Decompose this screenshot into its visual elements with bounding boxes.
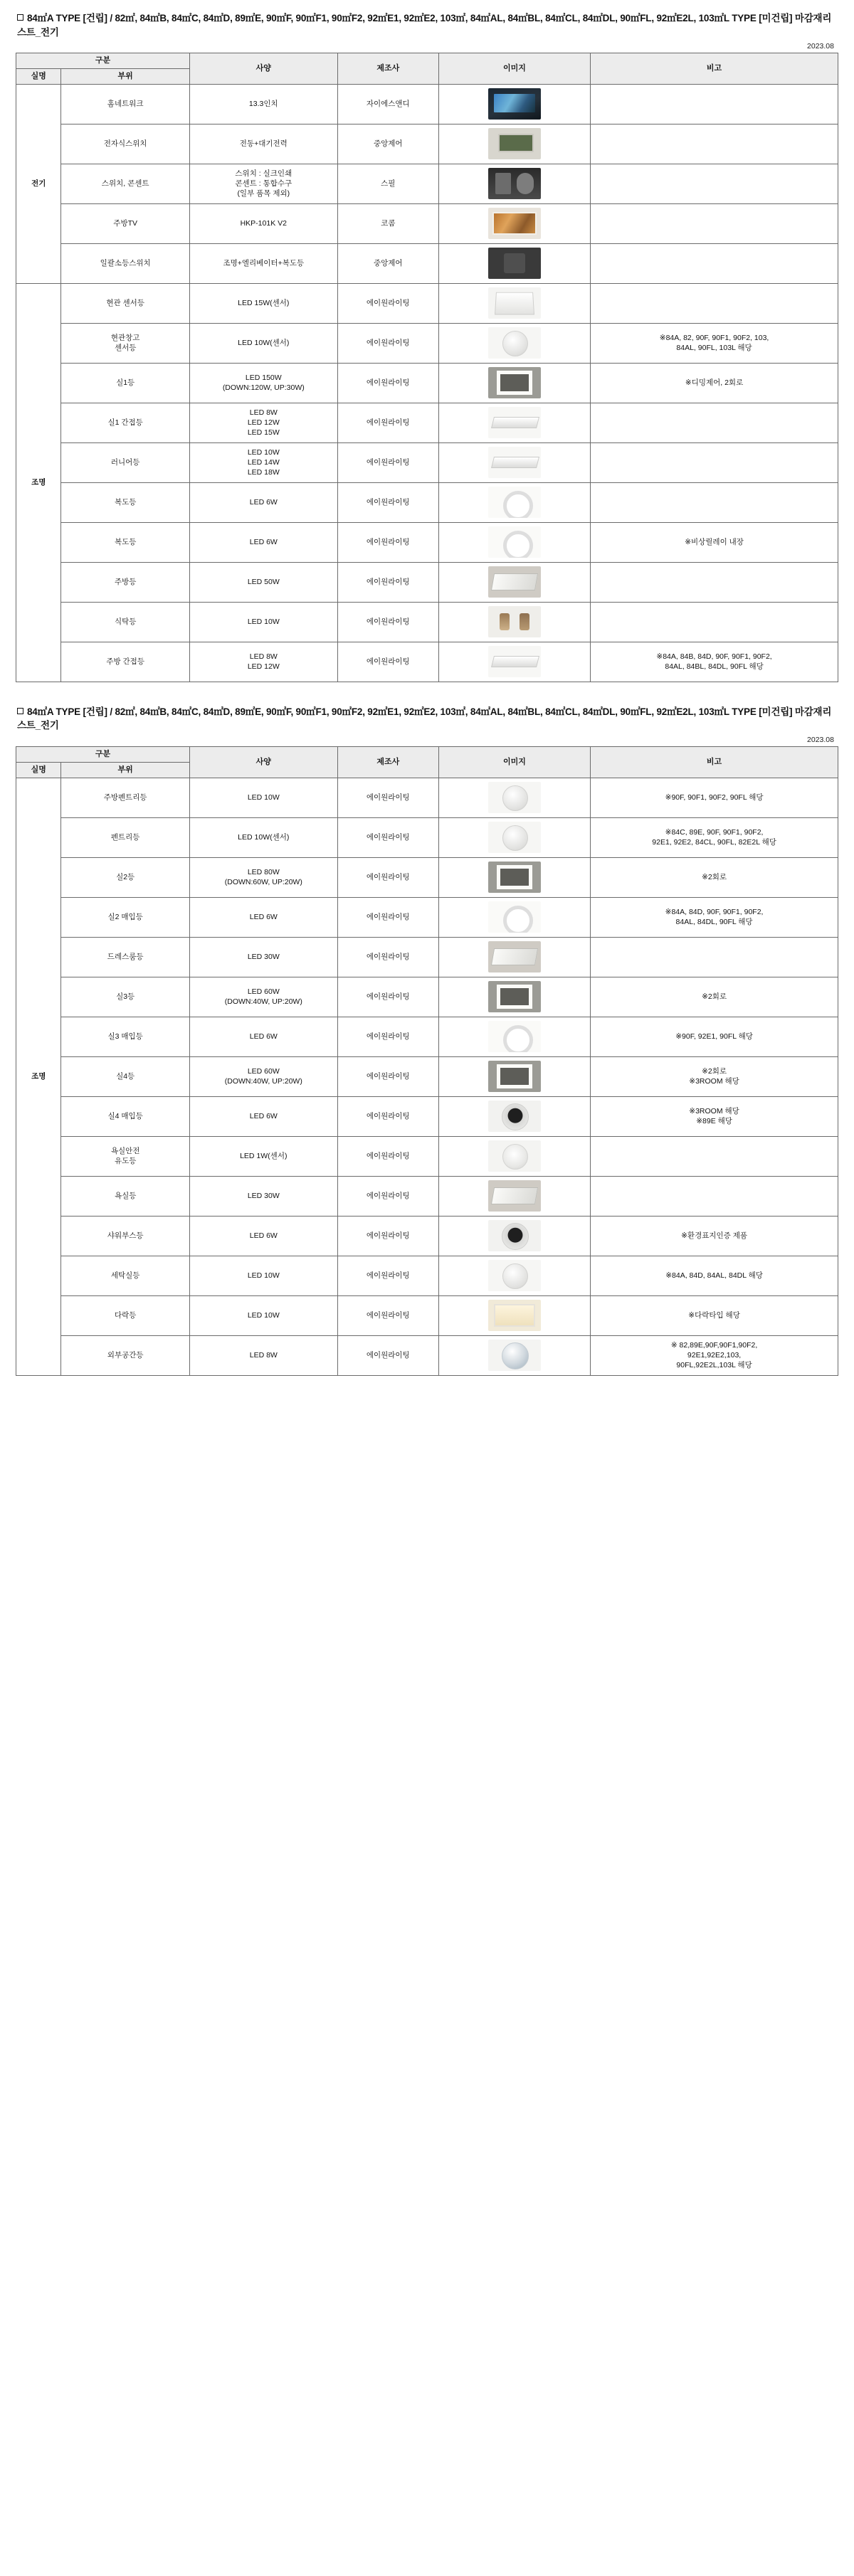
product-thumbnail xyxy=(488,1340,541,1371)
spec-cell: LED 30W xyxy=(189,1176,337,1216)
table-row xyxy=(16,1295,838,1335)
part-cell: 욕실안전 유도등 xyxy=(61,1136,189,1176)
product-thumbnail xyxy=(488,287,541,319)
table-row xyxy=(16,937,838,977)
note-cell: ※디밍제어, 2회로 xyxy=(591,363,838,403)
product-thumbnail xyxy=(488,822,541,853)
note-cell: ※84A, 82, 90F, 90F1, 90F2, 103, 84AL, 90FL, 103L 해당 xyxy=(591,323,838,363)
table-row xyxy=(16,363,838,403)
image-cell xyxy=(438,124,590,164)
image-cell xyxy=(438,857,590,897)
note-cell xyxy=(591,1176,838,1216)
table-row xyxy=(16,1056,838,1096)
image-cell xyxy=(438,937,590,977)
product-thumbnail xyxy=(488,327,541,359)
spec-cell: 13.3인치 xyxy=(189,84,337,124)
part-cell: 주방등 xyxy=(61,562,189,602)
part-cell: 샤워부스등 xyxy=(61,1216,189,1256)
maker-cell: 스필 xyxy=(337,164,438,203)
part-cell: 실2등 xyxy=(61,857,189,897)
part-cell: 스위치, 콘센트 xyxy=(61,164,189,203)
spec-cell: LED 60W (DOWN:40W, UP:20W) xyxy=(189,977,337,1017)
image-cell xyxy=(438,817,590,857)
header-item-name: 실명 xyxy=(16,68,61,84)
part-cell: 실3 매입등 xyxy=(61,1017,189,1056)
table-row xyxy=(16,1256,838,1295)
spec-cell: LED 10W LED 14W LED 18W xyxy=(189,442,337,482)
spec-cell: LED 10W xyxy=(189,602,337,642)
part-cell: 실1 간접등 xyxy=(61,403,189,442)
spec-cell: LED 10W xyxy=(189,1295,337,1335)
note-cell xyxy=(591,1136,838,1176)
maker-cell: 자이에스앤디 xyxy=(337,84,438,124)
category-cell: 조명 xyxy=(16,283,61,682)
note-cell: ※2회로 xyxy=(591,857,838,897)
part-cell: 주방 간접등 xyxy=(61,642,189,682)
header-image: 이미지 xyxy=(438,746,590,778)
image-cell xyxy=(438,602,590,642)
image-cell xyxy=(438,482,590,522)
product-thumbnail xyxy=(488,566,541,598)
part-cell: 일괄소등스위치 xyxy=(61,243,189,283)
note-cell: ※비상릴레이 내장 xyxy=(591,522,838,562)
note-cell: ※환경표지인증 제품 xyxy=(591,1216,838,1256)
table-row xyxy=(16,1176,838,1216)
table-row xyxy=(16,817,838,857)
maker-cell: 에이원라이팅 xyxy=(337,482,438,522)
part-cell: 실2 매입등 xyxy=(61,897,189,937)
maker-cell: 에이원라이팅 xyxy=(337,1136,438,1176)
product-thumbnail xyxy=(488,1101,541,1132)
spec-cell: HKP-101K V2 xyxy=(189,203,337,243)
part-cell: 펜트리등 xyxy=(61,817,189,857)
spec-cell: LED 50W xyxy=(189,562,337,602)
part-cell: 복도등 xyxy=(61,522,189,562)
header-maker: 제조사 xyxy=(337,746,438,778)
spec-cell: LED 6W xyxy=(189,1017,337,1056)
spec-cell: LED 60W (DOWN:40W, UP:20W) xyxy=(189,1056,337,1096)
note-cell xyxy=(591,243,838,283)
image-cell xyxy=(438,522,590,562)
part-cell: 다락등 xyxy=(61,1295,189,1335)
table-row xyxy=(16,283,838,323)
table-row xyxy=(16,1136,838,1176)
maker-cell: 에이원라이팅 xyxy=(337,562,438,602)
image-cell xyxy=(438,1256,590,1295)
table-row xyxy=(16,602,838,642)
maker-cell: 중앙제어 xyxy=(337,124,438,164)
maker-cell: 에이원라이팅 xyxy=(337,323,438,363)
section-title: 84㎡A TYPE [건립] / 82㎡, 84㎡B, 84㎡C, 84㎡D, 89㎡E, 90㎡F, 90㎡F1, 90㎡F2, 92㎡E1, 92㎡E2, 103㎡, 84㎡AL, 84㎡BL, 84㎡CL, 84㎡DL, 90㎡FL, 92㎡E2L, 103㎡L TYPE [미건립] 마감재리스트_전기 xyxy=(17,13,832,38)
image-cell xyxy=(438,243,590,283)
image-cell xyxy=(438,164,590,203)
image-cell xyxy=(438,1176,590,1216)
product-thumbnail xyxy=(488,1021,541,1052)
part-cell: 외부공간등 xyxy=(61,1335,189,1375)
product-thumbnail xyxy=(488,862,541,893)
category-cell: 조명 xyxy=(16,778,61,1375)
table-row xyxy=(16,897,838,937)
maker-cell: 코콤 xyxy=(337,203,438,243)
table-row xyxy=(16,482,838,522)
image-cell xyxy=(438,1216,590,1256)
product-thumbnail xyxy=(488,1180,541,1212)
maker-cell: 에이원라이팅 xyxy=(337,522,438,562)
maker-cell: 에이원라이팅 xyxy=(337,1256,438,1295)
table-row xyxy=(16,323,838,363)
part-cell: 식탁등 xyxy=(61,602,189,642)
header-note: 비고 xyxy=(591,746,838,778)
maker-cell: 에이원라이팅 xyxy=(337,857,438,897)
note-cell xyxy=(591,283,838,323)
product-thumbnail xyxy=(488,168,541,199)
maker-cell: 에이원라이팅 xyxy=(337,1056,438,1096)
header-spec: 사양 xyxy=(189,53,337,85)
image-cell xyxy=(438,323,590,363)
note-cell: ※84A, 84B, 84D, 90F, 90F1, 90F2, 84AL, 84BL, 84DL, 90FL 해당 xyxy=(591,642,838,682)
note-cell: ※84C, 89E, 90F, 90F1, 90F2, 92E1, 92E2, 84CL, 90FL, 82E2L 해당 xyxy=(591,817,838,857)
section-title: 84㎡A TYPE [건립] / 82㎡, 84㎡B, 84㎡C, 84㎡D, 89㎡E, 90㎡F, 90㎡F1, 90㎡F2, 92㎡E1, 92㎡E2, 103㎡, 84㎡AL, 84㎡BL, 84㎡CL, 84㎡DL, 90㎡FL, 92㎡E2L, 103㎡L TYPE [미건립] 마감재리스트_전기 xyxy=(17,706,832,731)
spec-cell: LED 6W xyxy=(189,1096,337,1136)
part-cell: 복도등 xyxy=(61,482,189,522)
image-cell xyxy=(438,283,590,323)
product-thumbnail xyxy=(488,981,541,1012)
maker-cell: 에이원라이팅 xyxy=(337,1295,438,1335)
product-thumbnail xyxy=(488,407,541,438)
part-cell: 드레스룸등 xyxy=(61,937,189,977)
table-row xyxy=(16,1335,838,1375)
part-cell: 전자식스위치 xyxy=(61,124,189,164)
product-thumbnail xyxy=(488,367,541,398)
maker-cell: 에이원라이팅 xyxy=(337,442,438,482)
note-cell xyxy=(591,203,838,243)
image-cell xyxy=(438,642,590,682)
table-row xyxy=(16,562,838,602)
product-thumbnail xyxy=(488,901,541,933)
product-thumbnail xyxy=(488,526,541,558)
spec-cell: LED 1W(센서) xyxy=(189,1136,337,1176)
product-thumbnail xyxy=(488,447,541,478)
table-row xyxy=(16,778,838,817)
spec-cell: LED 8W xyxy=(189,1335,337,1375)
table-row xyxy=(16,977,838,1017)
maker-cell: 에이원라이팅 xyxy=(337,283,438,323)
spec-cell: LED 150W (DOWN:120W, UP:30W) xyxy=(189,363,337,403)
note-cell: ※ 82,89E,90F,90F1,90F2, 92E1,92E2,103, 90FL,92E2L,103L 해당 xyxy=(591,1335,838,1375)
table-row xyxy=(16,857,838,897)
section-gap xyxy=(16,682,838,701)
note-cell xyxy=(591,937,838,977)
category-cell: 전기 xyxy=(16,84,61,283)
note-cell: ※다락타입 해당 xyxy=(591,1295,838,1335)
spec-cell: LED 8W LED 12W xyxy=(189,642,337,682)
image-cell xyxy=(438,1136,590,1176)
spec-cell: LED 10W xyxy=(189,778,337,817)
maker-cell: 에이원라이팅 xyxy=(337,977,438,1017)
note-cell xyxy=(591,482,838,522)
image-cell xyxy=(438,1335,590,1375)
image-cell xyxy=(438,442,590,482)
table-row xyxy=(16,442,838,482)
table-row xyxy=(16,403,838,442)
note-cell xyxy=(591,442,838,482)
product-thumbnail xyxy=(488,1140,541,1172)
part-cell: 실4 매입등 xyxy=(61,1096,189,1136)
image-cell xyxy=(438,1096,590,1136)
spec-cell: LED 10W(센서) xyxy=(189,817,337,857)
maker-cell: 에이원라이팅 xyxy=(337,778,438,817)
spec-cell: LED 6W xyxy=(189,522,337,562)
image-cell xyxy=(438,977,590,1017)
part-cell: 현관창고 센서등 xyxy=(61,323,189,363)
spec-cell: LED 6W xyxy=(189,1216,337,1256)
note-cell xyxy=(591,602,838,642)
maker-cell: 에이원라이팅 xyxy=(337,363,438,403)
note-cell xyxy=(591,403,838,442)
image-cell xyxy=(438,778,590,817)
image-cell xyxy=(438,363,590,403)
spec-cell: LED 8W LED 12W LED 15W xyxy=(189,403,337,442)
spec-cell: 조명+엘리베이터+복도등 xyxy=(189,243,337,283)
table-row xyxy=(16,1096,838,1136)
image-cell xyxy=(438,403,590,442)
part-cell: 실3등 xyxy=(61,977,189,1017)
sections-root xyxy=(16,11,838,1376)
product-thumbnail xyxy=(488,646,541,677)
table-row xyxy=(16,203,838,243)
product-thumbnail xyxy=(488,487,541,518)
note-cell: ※90F, 92E1, 90FL 해당 xyxy=(591,1017,838,1056)
image-cell xyxy=(438,84,590,124)
document-date: 2023.08 xyxy=(807,42,834,51)
maker-cell: 에이원라이팅 xyxy=(337,1176,438,1216)
note-cell xyxy=(591,84,838,124)
table-row xyxy=(16,243,838,283)
image-cell xyxy=(438,1056,590,1096)
maker-cell: 에이원라이팅 xyxy=(337,817,438,857)
note-cell xyxy=(591,124,838,164)
maker-cell: 에이원라이팅 xyxy=(337,937,438,977)
product-thumbnail xyxy=(488,941,541,972)
bullet-square-icon xyxy=(17,708,23,714)
table-row xyxy=(16,522,838,562)
part-cell: 홈네트워크 xyxy=(61,84,189,124)
document-date: 2023.08 xyxy=(807,735,834,744)
spec-cell: LED 6W xyxy=(189,897,337,937)
maker-cell: 에이원라이팅 xyxy=(337,642,438,682)
table-row xyxy=(16,1216,838,1256)
spec-cell: LED 80W (DOWN:60W, UP:20W) xyxy=(189,857,337,897)
spec-cell: LED 10W(센서) xyxy=(189,323,337,363)
note-cell xyxy=(591,562,838,602)
image-cell xyxy=(438,1295,590,1335)
part-cell: 욕실등 xyxy=(61,1176,189,1216)
part-cell: 주방TV xyxy=(61,203,189,243)
header-item-name: 실명 xyxy=(16,762,61,778)
note-cell: ※2회로 ※3ROOM 해당 xyxy=(591,1056,838,1096)
part-cell: 현관 센서등 xyxy=(61,283,189,323)
table-row xyxy=(16,642,838,682)
spec-cell: 전동+대기전력 xyxy=(189,124,337,164)
note-cell: ※84A, 84D, 84AL, 84DL 해당 xyxy=(591,1256,838,1295)
product-thumbnail xyxy=(488,248,541,279)
product-thumbnail xyxy=(488,1220,541,1251)
product-thumbnail xyxy=(488,1300,541,1331)
spec-cell: LED 30W xyxy=(189,937,337,977)
note-cell: ※2회로 xyxy=(591,977,838,1017)
part-cell: 주방펜트리등 xyxy=(61,778,189,817)
bullet-square-icon xyxy=(17,14,23,21)
header-spec: 사양 xyxy=(189,746,337,778)
image-cell xyxy=(438,562,590,602)
spec-cell: LED 6W xyxy=(189,482,337,522)
spec-cell: LED 15W(센서) xyxy=(189,283,337,323)
maker-cell: 중앙제어 xyxy=(337,243,438,283)
note-cell: ※3ROOM 해당 ※89E 해당 xyxy=(591,1096,838,1136)
product-thumbnail xyxy=(488,88,541,120)
note-cell: ※84A, 84D, 90F, 90F1, 90F2, 84AL, 84DL, 90FL 해당 xyxy=(591,897,838,937)
product-thumbnail xyxy=(488,606,541,637)
part-cell: 세탁실등 xyxy=(61,1256,189,1295)
maker-cell: 에이원라이팅 xyxy=(337,897,438,937)
maker-cell: 에이원라이팅 xyxy=(337,1096,438,1136)
maker-cell: 에이원라이팅 xyxy=(337,1017,438,1056)
header-group: 구분 xyxy=(16,746,190,762)
header-note: 비고 xyxy=(591,53,838,85)
product-thumbnail xyxy=(488,1260,541,1291)
product-thumbnail xyxy=(488,128,541,159)
finish-material-table xyxy=(16,53,838,682)
product-thumbnail xyxy=(488,208,541,239)
table-row xyxy=(16,84,838,124)
spec-cell: 스위치 : 실크인쇄 콘센트 : 통합수구 (일부 품목 제외) xyxy=(189,164,337,203)
maker-cell: 에이원라이팅 xyxy=(337,1216,438,1256)
part-cell: 실4등 xyxy=(61,1056,189,1096)
note-cell xyxy=(591,164,838,203)
note-cell: ※90F, 90F1, 90F2, 90FL 해당 xyxy=(591,778,838,817)
maker-cell: 에이원라이팅 xyxy=(337,1335,438,1375)
part-cell: 러니어등 xyxy=(61,442,189,482)
table-row xyxy=(16,1017,838,1056)
finish-material-table xyxy=(16,746,838,1376)
product-thumbnail xyxy=(488,1061,541,1092)
header-maker: 제조사 xyxy=(337,53,438,85)
header-group: 구분 xyxy=(16,53,190,69)
maker-cell: 에이원라이팅 xyxy=(337,602,438,642)
header-part: 부위 xyxy=(61,68,189,84)
spec-cell: LED 10W xyxy=(189,1256,337,1295)
image-cell xyxy=(438,203,590,243)
image-cell xyxy=(438,1017,590,1056)
header-image: 이미지 xyxy=(438,53,590,85)
table-row xyxy=(16,164,838,203)
table-row xyxy=(16,124,838,164)
product-thumbnail xyxy=(488,782,541,813)
header-part: 부위 xyxy=(61,762,189,778)
maker-cell: 에이원라이팅 xyxy=(337,403,438,442)
part-cell: 실1등 xyxy=(61,363,189,403)
image-cell xyxy=(438,897,590,937)
